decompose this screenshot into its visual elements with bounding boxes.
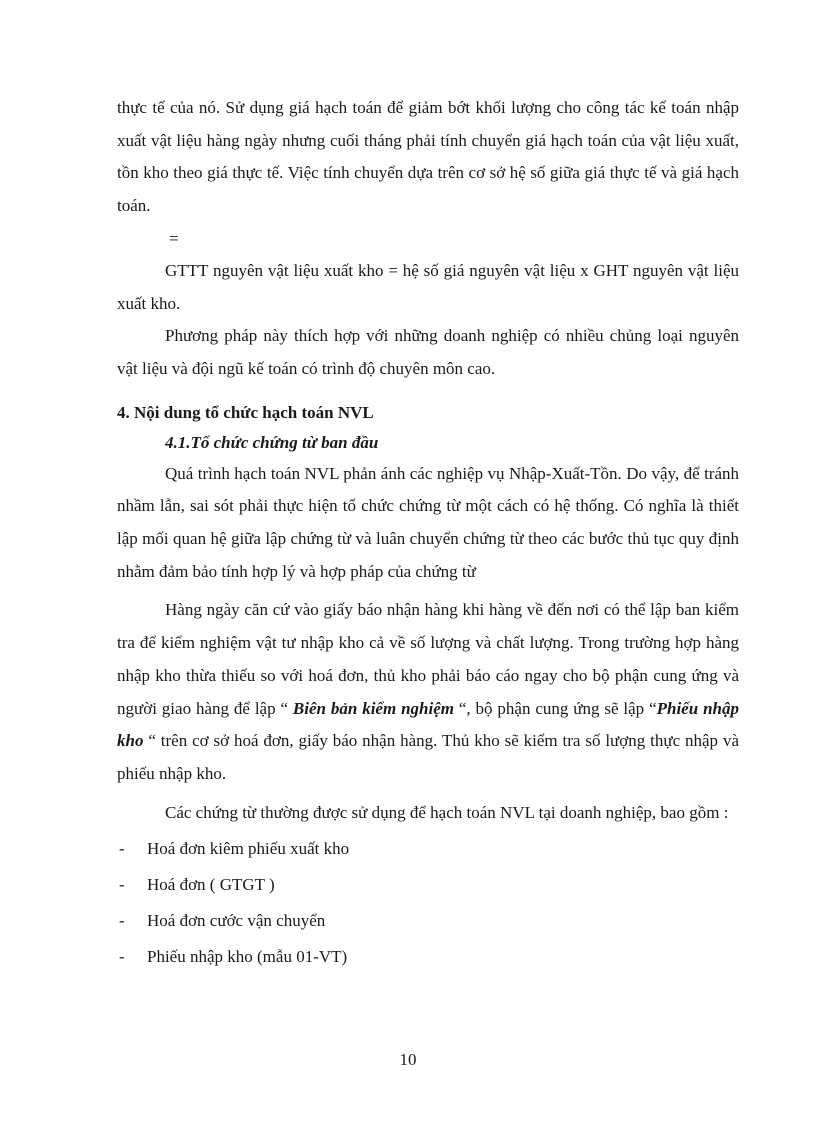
daily-receipt-text-3: “ trên cơ sở hoá đơn, giấy báo nhận hàng. Thủ kho sẽ kiểm tra số lượng thực nhập và phiếu nhập kho. [117,731,739,783]
receipt-note-term: Phiếu nhập kho [117,698,739,751]
daily-receipt-text-1: Hàng ngày căn cứ vào giấy báo nhận hàng khi hàng về đến nơi có thể lập ban kiểm tra để kiểm nghiệm vật tư nhập kho cả về số lượng và chất lượng. Trong trường hợp hàng nhập kho thừa thiếu so với hoá đơn, thủ kho phải báo cáo ngay cho bộ phận cung ứng và người giao hàng để lập “ [117,600,739,718]
list-item [117,939,739,975]
page-number: 10 [399,1050,417,1069]
daily-receipt-text-2: “, bộ phận cung ứng sẽ lập “ [453,698,657,718]
paragraph-documents-intro: Các chứng từ thường được sử dụng để hạch toán NVL tại doanh nghiệp, bao gồm : [165,802,729,822]
paragraph-daily-receipt [117,594,739,790]
equals-sign: = [169,228,179,248]
bullet-dash: - [119,875,125,895]
list-item-label: Hoá đơn kiêm phiếu xuất kho [147,839,350,859]
bullet-dash: - [119,947,125,967]
document-list [117,831,739,975]
list-item-label: Hoá đơn ( GTGT ) [147,875,275,895]
list-item-label: Phiếu nhập kho (mẫu 01-VT) [147,947,348,967]
section-heading: 4. Nội dung tổ chức hạch toán NVL [117,402,374,422]
paragraph-1: thực tế của nó. Sử dụng giá hạch toán để giảm bớt khối lượng cho công tác kế toán nhập xuất vật liệu hàng ngày nhưng cuối tháng phải tính chuyển giá hạch toán của vật liệu xuất, tồn kho theo giá thực tế. Việc tính chuyển dựa trên cơ sở hệ số giữa giá thực tế và giá hạch toán. [117,98,739,216]
paragraph-accounting-process: Quá trình hạch toán NVL phản ánh các nghiệp vụ Nhập-Xuất-Tồn. Do vậy, để tránh nhầm lẫn, sai sót phải thực hiện tổ chức chứng từ một cách có hệ thống. Có nghĩa là thiết lập mối quan hệ giữa lập chứng từ và luân chuyển chứng từ theo các bước thủ tục quy định nhằm đảm bảo tính hợp lý và hợp pháp của chứng từ [117,463,739,581]
paragraph-method-suitability: Phương pháp này thích hợp với những doanh nghiệp có nhiều chủng loại nguyên vật liệu và đội ngũ kế toán có trình độ chuyên môn cao. [117,326,739,378]
paragraph-gttt-formula: GTTT nguyên vật liệu xuất kho = hệ số giá nguyên vật liệu x GHT nguyên vật liệu xuất kho. [117,260,739,313]
bullet-dash: - [119,839,125,859]
list-item [117,903,739,939]
document-page [117,92,739,975]
inspection-report-term: Biên bản kiểm nghiệm [292,698,454,718]
bullet-dash: - [119,911,125,931]
list-item [117,867,739,903]
list-item-label: Hoá đơn cước vận chuyển [147,911,326,931]
list-item [117,831,739,867]
subsection-heading: 4.1.Tổ chức chứng từ ban đầu [165,432,379,452]
